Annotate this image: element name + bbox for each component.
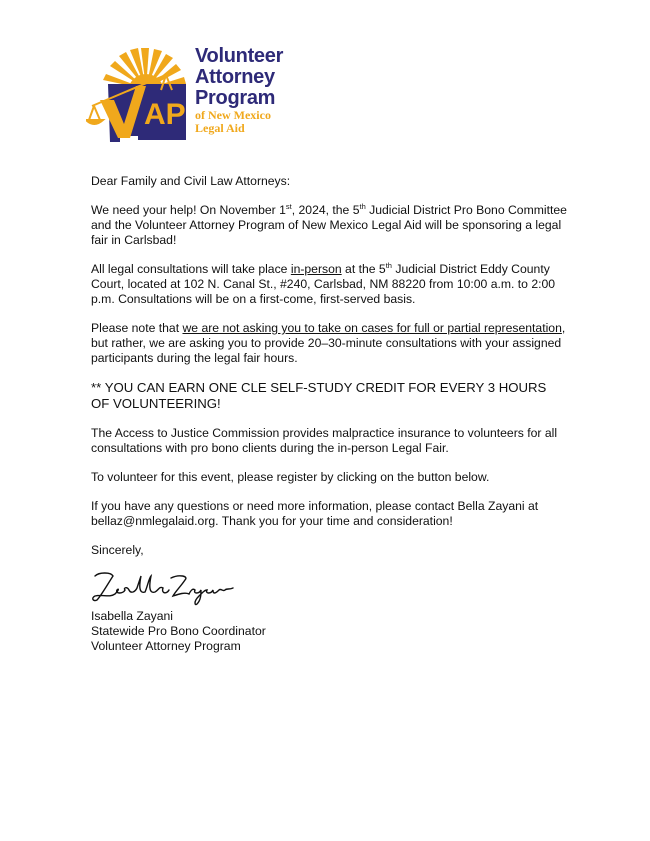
in-person-emphasis: in-person <box>290 262 342 276</box>
logo-line-3: Program <box>195 87 276 109</box>
paragraph-2: All legal consultations will take place in-person at the 5th Judicial District Eddy County Court, located at 102 N. Canal St., #240, Carlsbad, NM 88220 from 10:00 a.m. to 2:00 p.m. Consultations will be on a first-come, first-served basis. <box>91 260 556 306</box>
paragraph-6: If you have any questions or need more information, please contact Bella Zayani at bellaz@nmlegalaid.org. Thank you for your time and consideration! <box>91 499 539 528</box>
sign-off: Sincerely, <box>91 543 144 557</box>
logo-sub-2: Legal Aid <box>195 121 245 135</box>
paragraph-4: The Access to Justice Commission provides malpractice insurance to volunteers for all consultations with pro bono clients during the in-person Legal Fair. <box>91 426 558 455</box>
signer-title: Statewide Pro Bono Coordinator <box>91 624 266 638</box>
paragraph-5: To volunteer for this event, please register by clicking on the button below. <box>91 470 490 484</box>
cle-credit-notice: ** YOU CAN EARN ONE CLE SELF-STUDY CREDIT FOR EVERY 3 HOURS OF VOLUNTEERING! <box>91 380 547 411</box>
paragraph-1: We need your help! On November 1st, 2024, the 5th Judicial District Pro Bono Committee and the Volunteer Attorney Program of New Mexico Legal Aid will be sponsoring a legal fair in Carlsbad! <box>91 201 567 247</box>
logo-ap-text: AP <box>144 98 186 131</box>
paragraph-3: Please note that we are not asking you to take on cases for full or partial representation, but rather, we are asking you to provide 20–30-minute consultations with your assigned participants during the legal fair hours. <box>91 321 566 365</box>
not-representation-emphasis: we are not asking you to take on cases for full or partial representation <box>182 321 562 335</box>
logo-sub-1: of New Mexico <box>195 108 271 122</box>
signer-name: Isabella Zayani <box>91 609 173 623</box>
signature-block <box>91 609 266 654</box>
letter-body <box>91 174 567 572</box>
handwritten-signature <box>89 568 239 608</box>
logo-line-1: Volunteer <box>195 45 284 67</box>
greeting: Dear Family and Civil Law Attorneys: <box>91 174 291 188</box>
logo-line-2: Attorney <box>195 66 275 88</box>
logo-wordmark <box>195 46 283 135</box>
signer-org: Volunteer Attorney Program <box>91 639 241 653</box>
